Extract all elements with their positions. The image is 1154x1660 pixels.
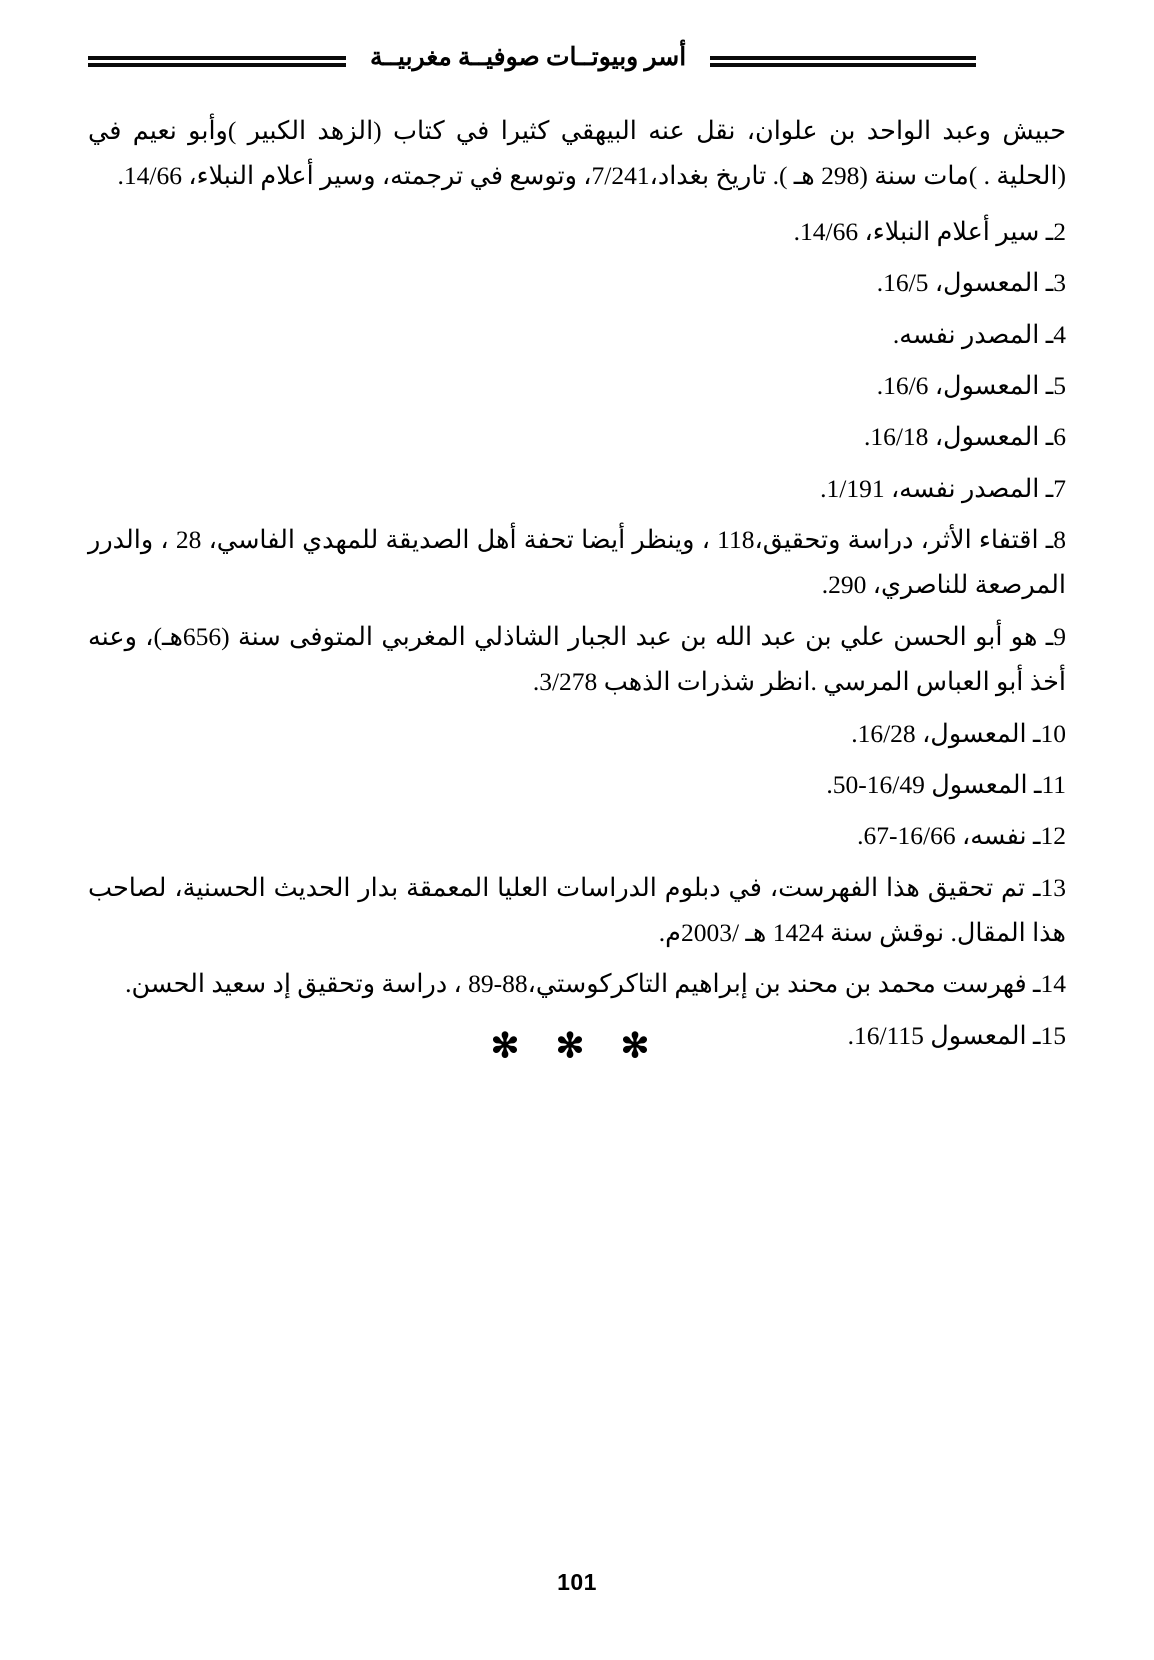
page-content — [88, 108, 1066, 1064]
footnote-text: المصدر نفسه. — [892, 319, 1040, 349]
footnote-number: 8ـ — [1045, 525, 1067, 554]
footnote-text: المعسول، 16/6. — [876, 370, 1040, 400]
lead-paragraph: حبيش وعبد الواحد بن علوان، نقل عنه البيهقي كثيرا في كتاب (الزهد الكبير )وأبو نعيم في (الحلية . )مات سنة (298 هـ ). تاريخ بغداد،7/241، وتوسع في ترجمته، وسير أعلام النبلاء، 14/66. — [88, 116, 1066, 191]
footnote-item — [88, 711, 1066, 756]
footnote-text: المعسول، 16/28. — [851, 718, 1027, 748]
footnote-number: 2ـ — [1045, 216, 1066, 246]
footnote-item — [88, 312, 1066, 357]
footnote-item — [88, 961, 1066, 1006]
footnote-number: 15ـ — [1033, 1020, 1066, 1050]
footnote-text: اقتفاء الأثر، دراسة وتحقيق،118 ، وينظر أيضا تحفة أهل الصديقة للمهدي الفاسي، 28 ، والدرر المرصعة للناصري، 290. — [88, 525, 1066, 600]
footnote-text: المعسول، 16/5. — [876, 268, 1040, 298]
footnote-number: 12ـ — [1033, 821, 1066, 851]
footnote-number: 14ـ — [1033, 969, 1066, 999]
footnote-item — [88, 209, 1066, 254]
footnote-number: 11ـ — [1033, 769, 1066, 799]
footnote-item — [88, 260, 1066, 305]
footnote-text: فهرست محمد بن محند بن إبراهيم التاكركوستي،88-89 ، دراسة وتحقيق إد سعيد الحسن. — [125, 969, 1027, 999]
footnote-text: تم تحقيق هذا الفهرست، في دبلوم الدراسات العليا المعمقة بدار الحديث الحسنية، لصاحب هذا المقال. نوقش سنة 1424 هـ /2003م. — [88, 872, 1066, 947]
running-header — [88, 38, 1066, 84]
footnote-number: 9ـ — [1045, 621, 1067, 651]
footnote-item — [88, 414, 1066, 459]
header-rule-right — [88, 56, 346, 67]
footnote-text: سير أعلام النبلاء، 14/66. — [793, 216, 1040, 246]
footnote-item — [88, 466, 1066, 511]
footnote-number: 10ـ — [1033, 718, 1066, 748]
footnote-item — [88, 614, 1066, 705]
footnote-text: نفسه، 16/66-67. — [857, 821, 1027, 851]
footnote-text: المعسول، 16/18. — [863, 422, 1040, 452]
footnote-number: 6ـ — [1045, 422, 1066, 452]
footnote-text: المصدر نفسه، 1/191. — [820, 473, 1040, 503]
footnote-number: 13ـ — [1033, 872, 1067, 902]
book-title: أسر وبيوتــات صوفيــة مغربيــة — [370, 43, 687, 71]
footnote-text: هو أبو الحسن علي بن عبد الله بن عبد الجبار الشاذلي المغربي المتوفى سنة (656هـ)، وعنه أخذ أبو العباس المرسي .انظر شذرات الذهب 3/278. — [88, 621, 1066, 697]
footnote-number: 3ـ — [1045, 268, 1066, 298]
footnote-text: المعسول 16/115. — [847, 1020, 1027, 1050]
footnote-number: 7ـ — [1045, 473, 1066, 503]
footnote-text: المعسول 16/49-50. — [826, 769, 1028, 799]
footnote-item — [88, 813, 1066, 858]
footnote-number: 4ـ — [1045, 319, 1066, 349]
footnote-number: 5ـ — [1045, 370, 1066, 400]
footnote-item — [88, 517, 1066, 608]
footnote-list — [88, 209, 1066, 1058]
header-rule-left — [710, 56, 976, 67]
footnote-item — [88, 363, 1066, 408]
asterisk-separator: ✻ ✻ ✻ — [490, 1028, 664, 1065]
footnote-item — [88, 762, 1066, 807]
page-number: 101 — [557, 1569, 597, 1595]
footnote-item — [88, 865, 1066, 956]
